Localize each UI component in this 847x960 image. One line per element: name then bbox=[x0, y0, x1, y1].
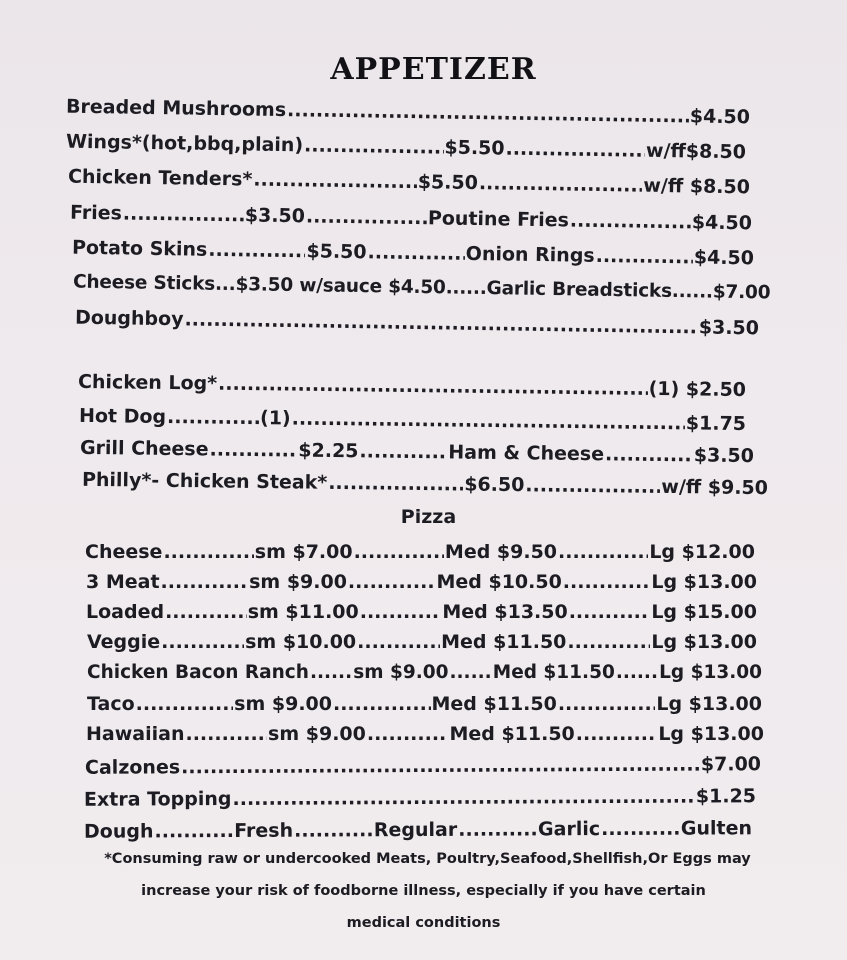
dot-leader bbox=[616, 661, 658, 685]
item-name: Calzones bbox=[84, 756, 181, 779]
item-name: Wings*(hot,bbq,plain) bbox=[65, 130, 304, 157]
dough-label: Dough bbox=[83, 820, 154, 843]
dot-leader bbox=[354, 540, 444, 564]
dot-leader bbox=[209, 437, 297, 462]
item-name: Potato Skins bbox=[71, 236, 208, 261]
dot-leader bbox=[569, 600, 651, 624]
dot-leader bbox=[167, 405, 259, 430]
dot-leader bbox=[154, 819, 233, 843]
item-name: Chicken Tenders* bbox=[67, 165, 253, 191]
item-name: Extra Topping bbox=[83, 787, 232, 811]
dot-leader bbox=[294, 818, 373, 842]
menu-line-breaded-mushrooms bbox=[66, 95, 750, 130]
dot-leader bbox=[360, 600, 442, 624]
price-medium: Med $13.50 bbox=[442, 601, 568, 623]
item-name: Chicken Log* bbox=[77, 370, 218, 395]
dot-leader bbox=[304, 133, 444, 159]
menu-line-dough bbox=[84, 816, 752, 843]
price-small: sm $9.00 bbox=[268, 723, 366, 745]
item-name: Fries bbox=[69, 201, 123, 225]
menu-line-pizza-loaded bbox=[86, 600, 757, 624]
price-small: sm $9.00 bbox=[353, 662, 449, 683]
dot-leader bbox=[123, 201, 244, 227]
menu-line-calzones bbox=[85, 752, 761, 780]
dot-leader bbox=[357, 630, 440, 654]
item-side-price: w/ff $9.50 bbox=[661, 475, 769, 500]
price-small: sm $10.00 bbox=[245, 631, 357, 653]
dot-leader bbox=[165, 600, 247, 624]
dough-option-fresh: Fresh bbox=[234, 819, 294, 842]
price-small: sm $9.00 bbox=[234, 693, 332, 715]
dot-leader bbox=[287, 98, 689, 128]
price-small: sm $9.00 bbox=[249, 571, 347, 593]
pizza-heading: Pizza bbox=[400, 506, 457, 528]
dot-leader bbox=[306, 204, 427, 230]
item-name: 3 Meat bbox=[86, 571, 160, 593]
item-name: Veggie bbox=[87, 631, 161, 653]
dot-leader bbox=[576, 722, 658, 746]
dot-leader bbox=[563, 570, 651, 594]
item-name: Breaded Mushrooms bbox=[65, 95, 287, 122]
dough-option-garlic: Garlic bbox=[537, 818, 601, 841]
item-price: $4.50 bbox=[689, 105, 751, 129]
dot-leader bbox=[161, 630, 244, 654]
food-safety-notice-line-2: increase your risk of foodborne illness, especially if you have certain bbox=[141, 883, 706, 899]
item-price: $1.75 bbox=[685, 412, 747, 436]
dot-leader bbox=[136, 692, 234, 716]
food-safety-notice-line-3: medical conditions bbox=[346, 915, 501, 931]
dot-leader bbox=[328, 471, 463, 497]
item-price: $3.50 bbox=[244, 204, 306, 228]
item-price: $1.25 bbox=[695, 785, 757, 808]
price-medium: Med $11.50 bbox=[492, 662, 615, 683]
item-name: Chicken Bacon Ranch bbox=[87, 662, 309, 683]
dot-leader bbox=[184, 307, 698, 339]
menu-line-pizza-veggie bbox=[87, 630, 757, 654]
price-medium: Med $11.50 bbox=[431, 693, 557, 715]
item-price: $6.50 bbox=[464, 473, 525, 497]
dot-leader bbox=[525, 473, 660, 499]
item-price: $7.00 bbox=[700, 753, 762, 776]
menu-line-pizza-taco bbox=[87, 692, 762, 716]
item-price: $2.25 bbox=[298, 439, 359, 463]
dot-leader bbox=[367, 722, 449, 746]
price-medium: Med $9.50 bbox=[444, 541, 558, 563]
dot-leader bbox=[449, 661, 491, 685]
dot-leader bbox=[161, 570, 249, 594]
dot-leader bbox=[458, 817, 537, 841]
dot-leader bbox=[570, 208, 691, 234]
item-name: Grill Cheese bbox=[79, 436, 209, 461]
price-small: sm $11.00 bbox=[247, 601, 359, 623]
menu-line-extra-topping bbox=[84, 784, 756, 812]
dot-leader bbox=[348, 570, 436, 594]
item-side-price: w/ff$8.50 bbox=[645, 139, 747, 164]
price-large: Lg $13.00 bbox=[656, 693, 763, 715]
menu-line-cheese-sticks: Cheese Sticks...$3.50 w/sauce $4.50......Garlic Breadsticks......$7.00 bbox=[72, 271, 771, 304]
dot-leader bbox=[367, 240, 465, 266]
dot-leader bbox=[558, 692, 656, 716]
item2-name: Ham & Cheese bbox=[448, 441, 605, 466]
item-price: $5.50 bbox=[306, 240, 367, 264]
dot-leader bbox=[601, 817, 680, 841]
dot-leader bbox=[359, 439, 447, 464]
menu-line-grill-cheese bbox=[80, 436, 754, 468]
price-large: Lg $13.00 bbox=[651, 631, 757, 653]
dot-leader bbox=[479, 171, 643, 198]
item2-price: $4.50 bbox=[691, 211, 753, 235]
menu-line-chicken-log bbox=[78, 370, 746, 402]
dot-leader bbox=[181, 753, 700, 780]
dot-leader bbox=[163, 540, 253, 564]
food-safety-notice-line-1: *Consuming raw or undercooked Meats, Poultry,Seafood,Shellfish,Or Eggs may bbox=[104, 851, 751, 867]
item-name: Hawaiian bbox=[86, 723, 185, 745]
menu-line-potato-skins bbox=[72, 236, 754, 271]
price-large: Lg $13.00 bbox=[659, 662, 762, 683]
item-name: Doughboy bbox=[74, 306, 184, 331]
dot-leader bbox=[253, 168, 417, 195]
item-name: Cheese bbox=[85, 541, 163, 563]
item2-name: Onion Rings bbox=[465, 242, 595, 267]
dot-leader bbox=[558, 540, 648, 564]
item-price: (1) $2.50 bbox=[648, 377, 747, 402]
menu-line-pizza-3-meat bbox=[86, 570, 757, 594]
price-large: Lg $13.00 bbox=[651, 571, 757, 593]
dot-leader bbox=[505, 137, 645, 163]
price-large: Lg $15.00 bbox=[651, 601, 757, 623]
dot-leader bbox=[208, 238, 306, 264]
menu-line-pizza-hawaiian bbox=[86, 722, 764, 746]
item-name: Loaded bbox=[86, 601, 165, 623]
menu-line-philly bbox=[82, 468, 768, 500]
menu-title: APPETIZER bbox=[330, 52, 537, 87]
item-price: $5.50 bbox=[417, 171, 479, 195]
menu-line-pizza-cheese bbox=[85, 540, 755, 564]
dot-leader bbox=[310, 661, 352, 685]
dough-option-gulten: Gulten bbox=[680, 817, 753, 840]
menu-line-chicken-tenders bbox=[68, 165, 750, 200]
price-medium: Med $11.50 bbox=[449, 723, 575, 745]
menu-line-hot-dog bbox=[79, 404, 746, 436]
dot-leader bbox=[333, 692, 431, 716]
price-large: Lg $13.00 bbox=[658, 723, 764, 745]
price-medium: Med $11.50 bbox=[441, 631, 567, 653]
item-side-price: w/ff $8.50 bbox=[643, 174, 751, 199]
price-large: Lg $12.00 bbox=[649, 541, 755, 563]
dough-option-regular: Regular bbox=[373, 818, 458, 842]
dot-leader bbox=[567, 630, 650, 654]
item-price: $5.50 bbox=[444, 136, 505, 160]
item2-name: Poutine Fries bbox=[427, 207, 570, 232]
item-name: Taco bbox=[87, 693, 135, 715]
price-small: sm $7.00 bbox=[254, 541, 353, 563]
item2-price: $3.50 bbox=[693, 444, 755, 468]
dot-leader bbox=[232, 785, 695, 811]
price-medium: Med $10.50 bbox=[436, 571, 562, 593]
dot-leader bbox=[596, 244, 694, 270]
dot-leader bbox=[218, 372, 648, 401]
item2-price: $4.50 bbox=[693, 246, 755, 270]
dot-leader bbox=[292, 407, 685, 436]
dot-leader bbox=[185, 722, 267, 746]
menu-line-doughboy bbox=[75, 306, 759, 341]
menu-line-pizza-chicken-bacon-ranch bbox=[87, 661, 762, 685]
dot-leader bbox=[605, 442, 693, 467]
menu-line-fries bbox=[70, 201, 752, 236]
menu-line-wings bbox=[66, 130, 746, 165]
item-price: $3.50 bbox=[698, 316, 760, 340]
item-qty: (1) bbox=[259, 407, 291, 430]
item-name: Hot Dog bbox=[78, 404, 167, 428]
item-name: Philly*- Chicken Steak* bbox=[81, 468, 328, 494]
